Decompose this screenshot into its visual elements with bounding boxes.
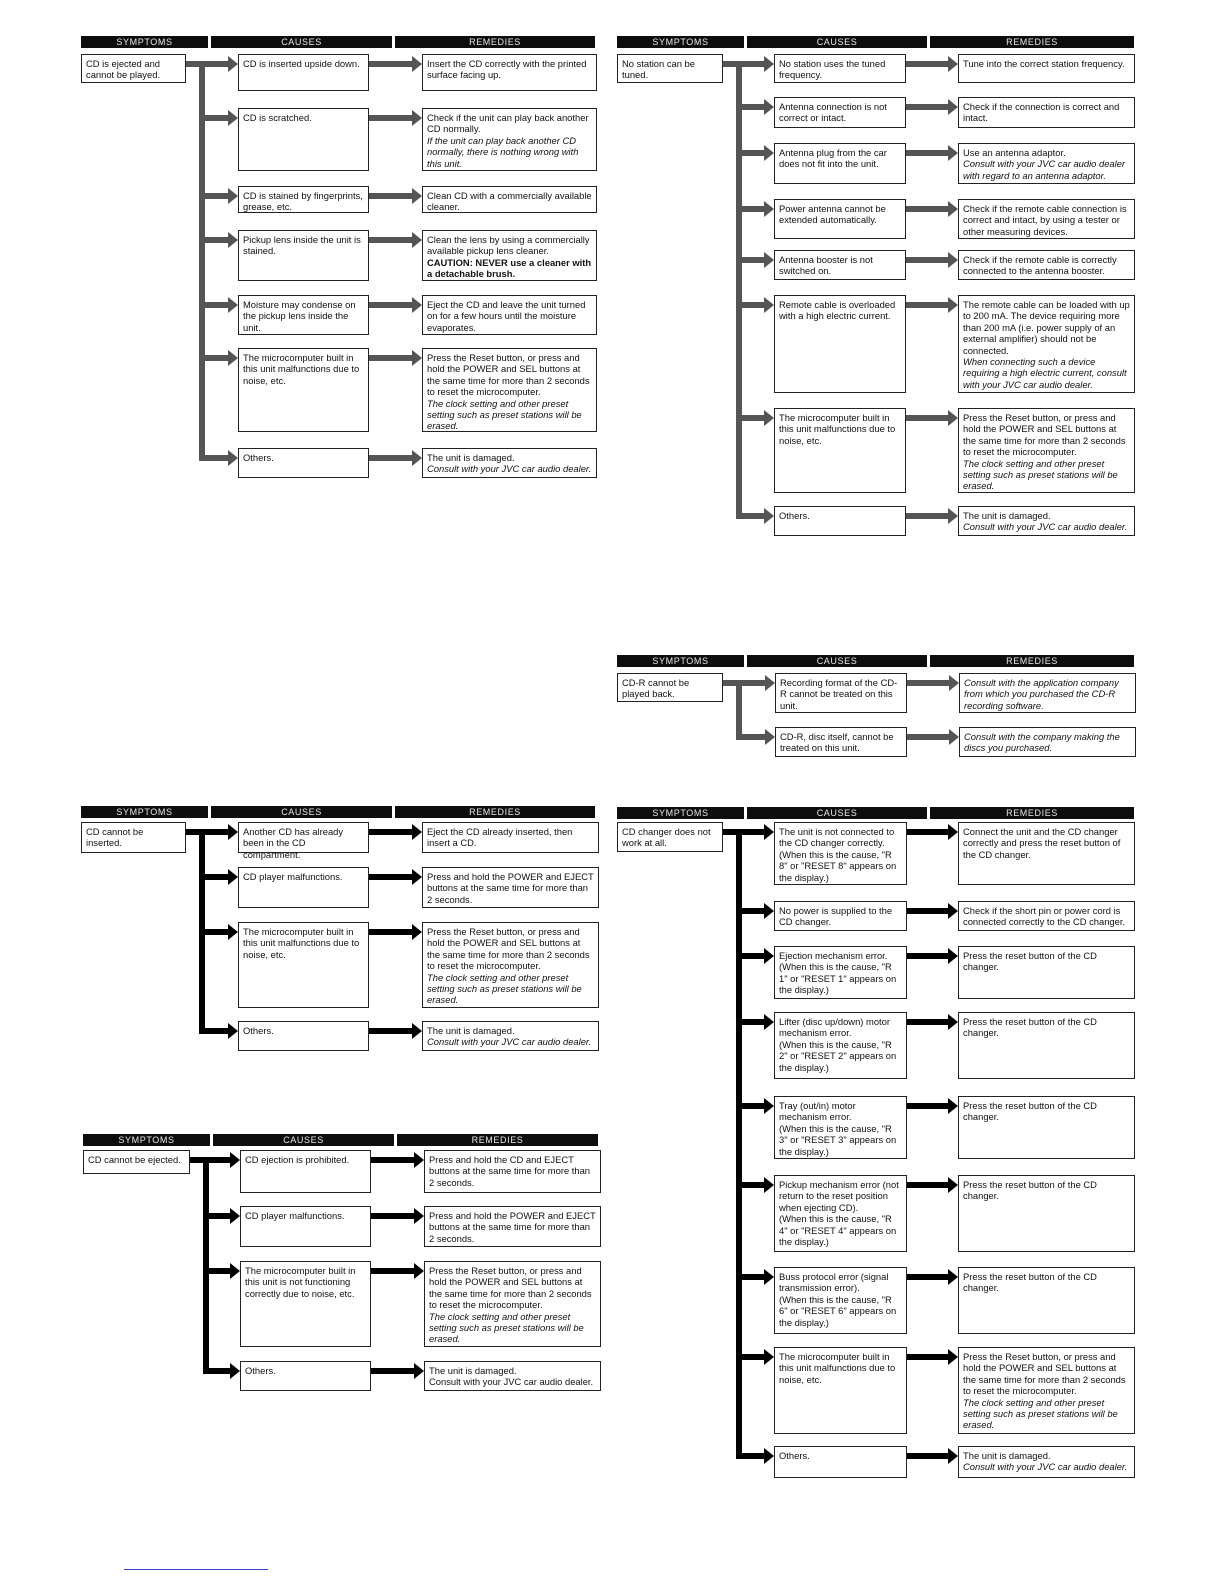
- table-6-arrow-to-cause-9-shaft: [739, 1453, 765, 1459]
- table-3-causes-header: CAUSES: [747, 655, 927, 667]
- table-4-cause-4: Others.: [238, 1021, 369, 1051]
- remedy-text-note: Consult with your JVC car audio dealer.: [963, 1461, 1128, 1473]
- table-6-arrow-to-cause-2-head: [764, 903, 774, 919]
- table-6-cause-3: Ejection mechanism error. (When this is the cause, "R 1" or "RESET 1" appears on the display.): [774, 946, 907, 999]
- remedy-text-main: Check if the connection is correct and intact.: [963, 101, 1120, 124]
- table-6-arrow-to-cause-2-shaft: [739, 908, 765, 914]
- table-6-arrow-to-remedy-6-head: [948, 1177, 958, 1193]
- table-6-remedy-9: [958, 1446, 1135, 1478]
- table-1-remedy-6: [422, 348, 597, 432]
- table-2-arrow-to-cause-3-head: [764, 145, 774, 161]
- table-3-trunk-line: [736, 680, 742, 740]
- table-1-arrow-to-cause-1-head: [228, 56, 238, 72]
- table-3-symptom-box: CD-R cannot be played back.: [617, 673, 723, 702]
- table-2-arrow-to-cause-2-shaft: [739, 104, 765, 110]
- table-1-arrow-to-remedy-3-shaft: [369, 193, 413, 199]
- table-2-arrow-to-remedy-2-head: [948, 99, 958, 115]
- table-3-cause-1: Recording format of the CD- R cannot be treated on this unit.: [775, 673, 907, 713]
- table-2-symptom-box: No station can be tuned.: [617, 54, 723, 83]
- remedy-text-main: Press the Reset button, or press and hold the POWER and SEL buttons at the same time for more than 2 seconds to reset the microcomputer.: [963, 1351, 1126, 1397]
- remedy-text-main: Press the reset button of the CD changer.: [963, 1179, 1097, 1202]
- remedy-text-main: The unit is damaged.: [963, 1450, 1051, 1461]
- table-2-arrow-to-remedy-1-head: [948, 56, 958, 72]
- table-6-arrow-to-remedy-9-head: [948, 1448, 958, 1464]
- table-2-causes-header: CAUSES: [747, 36, 927, 48]
- table-2-remedy-2: [958, 97, 1135, 128]
- table-5-symptom-box: CD cannot be ejected.: [83, 1150, 190, 1174]
- table-3-remedies-header: REMEDIES: [930, 655, 1134, 667]
- table-6-cause-1: The unit is not connected to the CD changer correctly. (When this is the cause, "R 8" or "RESET 8" appears on the display.): [774, 822, 907, 885]
- table-6-arrow-to-remedy-1-shaft: [907, 829, 949, 835]
- table-2-arrow-to-cause-8-shaft: [739, 513, 765, 519]
- table-5-arrow-to-remedy-2-head: [414, 1208, 424, 1224]
- table-6-cause-8: The microcomputer built in this unit malfunctions due to noise, etc.: [774, 1347, 907, 1434]
- table-6-symptom-box: CD changer does not work at all.: [617, 822, 723, 852]
- table-4-arrow-to-remedy-2-shaft: [369, 874, 413, 880]
- table-3-cause-2: CD-R, disc itself, cannot be treated on this unit.: [775, 727, 907, 757]
- table-2-arrow-to-remedy-7-head: [948, 410, 958, 426]
- table-1-arrow-to-remedy-3-head: [412, 188, 422, 204]
- remedy-text-note: The clock setting and other preset setting such as preset stations will be erased.: [429, 1310, 584, 1345]
- table-1-cause-4: Pickup lens inside the unit is stained.: [238, 230, 369, 281]
- table-1-remedy-5: [422, 295, 597, 335]
- remedy-text-main: Clean the lens by using a commercially available pickup lens cleaner.: [427, 234, 590, 257]
- table-6-arrow-to-remedy-8-head: [948, 1349, 958, 1365]
- table-1-arrow-to-remedy-7-head: [412, 450, 422, 466]
- table-6-trunk-line: [736, 829, 742, 1459]
- table-2-arrow-to-remedy-6-head: [948, 297, 958, 313]
- table-1-arrow-to-remedy-2-shaft: [369, 115, 413, 121]
- remedy-text-main: Tune into the correct station frequency.: [963, 58, 1125, 69]
- table-1-arrow-to-cause-3-shaft: [202, 193, 229, 199]
- table-5-arrow-to-cause-4-head: [230, 1363, 240, 1379]
- table-5-arrow-to-cause-3-shaft: [206, 1268, 231, 1274]
- table-2-arrow-to-cause-7-shaft: [739, 415, 765, 421]
- table-2-remedy-4: [958, 199, 1135, 239]
- table-5-remedy-2: [424, 1206, 601, 1247]
- table-3-remedy-2: [959, 727, 1136, 757]
- table-5-symptoms-header: SYMPTOMS: [83, 1134, 210, 1146]
- table-2-cause-4: Power antenna cannot be extended automatically.: [774, 199, 906, 239]
- table-6-cause-2: No power is supplied to the CD changer.: [774, 901, 907, 931]
- table-6-arrow-to-remedy-3-shaft: [907, 953, 949, 959]
- table-2-arrow-to-remedy-3-head: [948, 145, 958, 161]
- table-5-cause-3: The microcomputer built in this unit is not functioning correctly due to noise, etc.: [240, 1261, 371, 1347]
- remedy-text-main: Press the Reset button, or press and hold the POWER and SEL buttons at the same time for more than 2 seconds to reset the microcomputer.: [427, 926, 590, 972]
- table-5-remedy-4: [424, 1361, 601, 1391]
- remedy-text-main: Check if the remote cable connection is correct and intact, by using a tester or other measuring devices.: [963, 203, 1127, 237]
- table-3-symptoms-header: SYMPTOMS: [617, 655, 744, 667]
- table-6-remedy-3: [958, 946, 1135, 999]
- table-5-arrow-to-cause-1-shaft: [206, 1157, 231, 1163]
- remedy-text-main: Press the reset button of the CD changer.: [963, 1100, 1097, 1123]
- table-2-remedy-5: [958, 250, 1135, 280]
- table-3-arrow-to-remedy-1-shaft: [907, 680, 950, 686]
- table-4-arrow-to-cause-1-shaft: [202, 829, 229, 835]
- table-4-remedy-2: [422, 867, 599, 908]
- table-2-remedy-3: [958, 143, 1135, 184]
- table-6-cause-5: Tray (out/in) motor mechanism error. (When this is the cause, "R 3" or "RESET 3" appears on the display.): [774, 1096, 907, 1159]
- table-1-arrow-to-cause-2-head: [228, 110, 238, 126]
- remedy-text-main: The unit is damaged.: [427, 1025, 515, 1036]
- table-6-cause-6: Pickup mechanism error (not return to the reset position when ejecting CD). (When this is the cause, "R 4" or "RESET 4" appears on the display.): [774, 1175, 907, 1252]
- table-5-arrow-to-remedy-1-head: [414, 1152, 424, 1168]
- table-1-arrow-to-cause-6-shaft: [202, 355, 229, 361]
- table-3-arrow-to-remedy-2-shaft: [907, 734, 950, 740]
- table-5-arrow-to-remedy-1-shaft: [371, 1157, 415, 1163]
- table-3-remedy-1: [959, 673, 1136, 713]
- table-2-arrow-to-cause-5-head: [764, 252, 774, 268]
- table-6-arrow-to-cause-8-head: [764, 1349, 774, 1365]
- table-6-symptoms-header: SYMPTOMS: [617, 807, 744, 819]
- table-1-arrow-to-remedy-2-head: [412, 110, 422, 126]
- table-5-cause-2: CD player malfunctions.: [240, 1206, 371, 1247]
- table-2-arrow-to-remedy-3-shaft: [906, 150, 949, 156]
- remedy-text-main: Press the Reset button, or press and hold the POWER and SEL buttons at the same time for more than 2 seconds to reset the microcomputer.: [427, 352, 590, 398]
- remedy-text-note: Consult with your JVC car audio dealer.: [963, 521, 1128, 533]
- table-5-arrow-to-remedy-3-head: [414, 1263, 424, 1279]
- table-1-cause-7: Others.: [238, 448, 369, 478]
- table-3-arrow-to-cause-1-shaft: [739, 680, 766, 686]
- table-1-symptoms-header: SYMPTOMS: [81, 36, 208, 48]
- table-3-arrow-to-cause-2-shaft: [739, 734, 766, 740]
- table-2-cause-8: Others.: [774, 506, 906, 536]
- remedy-text-note: The clock setting and other preset setting such as preset stations will be erased.: [427, 971, 582, 1006]
- table-4-arrow-to-remedy-4-shaft: [369, 1028, 413, 1034]
- table-5-arrow-to-cause-2-shaft: [206, 1213, 231, 1219]
- table-5-arrow-to-remedy-2-shaft: [371, 1213, 415, 1219]
- table-4-arrow-to-remedy-1-head: [412, 824, 422, 840]
- table-2-remedy-6: [958, 295, 1135, 393]
- remedy-text-note: Consult with your JVC car audio dealer.: [427, 463, 592, 475]
- remedy-text-main: Press the Reset button, or press and hold the POWER and SEL buttons at the same time for more than 2 seconds to reset the microcomputer.: [963, 412, 1126, 458]
- table-4-symptom-box: CD cannot be inserted.: [81, 822, 186, 853]
- table-1-arrow-to-remedy-6-head: [412, 350, 422, 366]
- remedy-text-note: Consult with your JVC car audio dealer.: [427, 1036, 592, 1048]
- table-2-cause-1: No station uses the tuned frequency.: [774, 54, 906, 83]
- table-4-arrow-to-cause-3-head: [228, 924, 238, 940]
- table-6-causes-header: CAUSES: [747, 807, 927, 819]
- table-1-causes-header: CAUSES: [211, 36, 392, 48]
- table-5-arrow-to-cause-2-head: [230, 1208, 240, 1224]
- table-6-arrow-to-cause-4-head: [764, 1014, 774, 1030]
- remedy-text-main: Clean CD with a commercially available cleaner.: [427, 190, 592, 213]
- remedy-text-main: Eject the CD already inserted, then insert a CD.: [427, 826, 573, 849]
- table-6-arrow-to-remedy-6-shaft: [907, 1182, 949, 1188]
- table-2-arrow-to-cause-2-head: [764, 99, 774, 115]
- table-6-arrow-to-remedy-5-head: [948, 1098, 958, 1114]
- table-1-cause-3: CD is stained by fingerprints, grease, etc.: [238, 186, 369, 213]
- table-2-arrow-to-remedy-8-shaft: [906, 513, 949, 519]
- table-1-cause-1: CD is inserted upside down.: [238, 54, 369, 91]
- table-5-trunk-line: [203, 1157, 209, 1374]
- remedy-text-main: Press and hold the POWER and EJECT buttons at the same time for more than 2 seconds.: [427, 871, 594, 905]
- table-3-arrow-to-cause-1-head: [765, 675, 775, 691]
- table-1-arrow-to-cause-5-shaft: [202, 302, 229, 308]
- table-6-arrow-to-remedy-2-shaft: [907, 908, 949, 914]
- remedy-text-main: Eject the CD and leave the unit turned on for a few hours until the moisture evaporates.: [427, 299, 586, 333]
- table-2-arrow-to-remedy-1-shaft: [906, 61, 949, 67]
- table-6-remedy-6: [958, 1175, 1135, 1252]
- remedy-text-main: Press the reset button of the CD changer.: [963, 1016, 1097, 1039]
- table-1-remedies-header: REMEDIES: [395, 36, 595, 48]
- table-1-arrow-to-remedy-6-shaft: [369, 355, 413, 361]
- table-2-arrow-to-cause-6-head: [764, 297, 774, 313]
- table-4-remedy-1: [422, 822, 599, 853]
- table-2-arrow-to-cause-7-head: [764, 410, 774, 426]
- remedy-text-note: The clock setting and other preset setting such as preset stations will be erased.: [427, 397, 582, 432]
- table-2-arrow-to-cause-3-shaft: [739, 150, 765, 156]
- table-2-arrow-to-remedy-8-head: [948, 508, 958, 524]
- table-6-cause-9: Others.: [774, 1446, 907, 1478]
- table-1-arrow-to-cause-6-head: [228, 350, 238, 366]
- table-4-arrow-to-remedy-3-head: [412, 924, 422, 940]
- table-4-causes-header: CAUSES: [211, 806, 392, 818]
- table-4-remedy-4: [422, 1021, 599, 1051]
- remedy-text-main: Connect the unit and the CD changer correctly and press the reset button of the CD changer.: [963, 826, 1121, 860]
- table-1-arrow-to-cause-4-head: [228, 232, 238, 248]
- table-5-cause-4: Others.: [240, 1361, 371, 1391]
- footer-link-line: [124, 1569, 268, 1570]
- table-6-remedy-8: [958, 1347, 1135, 1434]
- table-1-arrow-to-remedy-4-shaft: [369, 237, 413, 243]
- remedy-text-main: Check if the short pin or power cord is connected correctly to the CD changer.: [963, 905, 1126, 928]
- table-4-remedy-3: [422, 922, 599, 1008]
- table-6-arrow-to-cause-3-head: [764, 948, 774, 964]
- table-6-arrow-to-remedy-9-shaft: [907, 1453, 949, 1459]
- table-6-remedy-2: [958, 901, 1135, 931]
- table-6-remedy-7: [958, 1267, 1135, 1334]
- table-1-arrow-to-cause-7-shaft: [202, 455, 229, 461]
- table-6-arrow-to-cause-3-shaft: [739, 953, 765, 959]
- table-1-arrow-to-cause-5-head: [228, 297, 238, 313]
- table-2-remedy-8: [958, 506, 1135, 536]
- table-1-cause-5: Moisture may condense on the pickup lens inside the unit.: [238, 295, 369, 335]
- table-2-arrow-to-remedy-4-head: [948, 201, 958, 217]
- table-1-remedy-1: [422, 54, 597, 91]
- table-6-arrow-to-cause-9-head: [764, 1448, 774, 1464]
- table-4-arrow-to-cause-2-shaft: [202, 874, 229, 880]
- table-1-symptom-box: CD is ejected and cannot be played.: [81, 54, 186, 83]
- table-6-arrow-to-remedy-2-head: [948, 903, 958, 919]
- table-6-arrow-to-remedy-5-shaft: [907, 1103, 949, 1109]
- remedy-text-note: Consult with your JVC car audio dealer with regard to an antenna adaptor.: [963, 158, 1126, 181]
- table-6-remedy-4: [958, 1012, 1135, 1079]
- remedy-text-main: The unit is damaged.: [427, 452, 515, 463]
- table-6-arrow-to-cause-7-head: [764, 1269, 774, 1285]
- table-1-arrow-to-remedy-5-shaft: [369, 302, 413, 308]
- table-6-arrow-to-remedy-7-head: [948, 1269, 958, 1285]
- table-2-remedy-7: [958, 408, 1135, 493]
- table-6-arrow-to-remedy-4-head: [948, 1014, 958, 1030]
- table-1-arrow-to-remedy-1-shaft: [369, 61, 413, 67]
- table-6-arrow-to-remedy-7-shaft: [907, 1274, 949, 1280]
- table-5-arrow-to-remedy-4-shaft: [371, 1368, 415, 1374]
- table-2-remedy-1: [958, 54, 1135, 83]
- remedy-text-note: The clock setting and other preset setting such as preset stations will be erased.: [963, 1396, 1118, 1431]
- remedy-text-main: The unit is damaged.: [963, 510, 1051, 521]
- table-5-arrow-to-cause-4-shaft: [206, 1368, 231, 1374]
- table-4-arrow-to-cause-1-head: [228, 824, 238, 840]
- remedy-text-main: Check if the unit can play back another CD normally.: [427, 112, 589, 135]
- remedy-text-main: Check if the remote cable is correctly connected to the antenna booster.: [963, 254, 1117, 277]
- remedy-text-caution: CAUTION: NEVER use a cleaner with a detachable brush.: [427, 256, 592, 280]
- table-6-arrow-to-cause-6-head: [764, 1177, 774, 1193]
- table-6-cause-4: Lifter (disc up/down) motor mechanism error. (When this is the cause, "R 2" or "RESET 2" appears on the display.): [774, 1012, 907, 1079]
- table-4-symptoms-header: SYMPTOMS: [81, 806, 208, 818]
- table-4-remedies-header: REMEDIES: [395, 806, 595, 818]
- table-2-arrow-to-remedy-2-shaft: [906, 104, 949, 110]
- table-1-arrow-to-cause-4-shaft: [202, 237, 229, 243]
- remedy-text-main: Insert the CD correctly with the printed surface facing up.: [427, 58, 587, 81]
- table-2-cause-3: Antenna plug from the car does not fit into the unit.: [774, 143, 906, 184]
- table-1-remedy-3: [422, 186, 597, 213]
- remedy-text-note: Consult with the company making the discs you purchased.: [964, 731, 1120, 754]
- table-2-arrow-to-remedy-4-shaft: [906, 206, 949, 212]
- table-2-arrow-to-cause-1-head: [764, 56, 774, 72]
- table-6-remedy-5: [958, 1096, 1135, 1159]
- table-1-arrow-to-cause-3-head: [228, 188, 238, 204]
- table-4-arrow-to-cause-2-head: [228, 869, 238, 885]
- table-1-arrow-to-remedy-7-shaft: [369, 455, 413, 461]
- table-6-arrow-to-cause-5-head: [764, 1098, 774, 1114]
- table-1-remedy-4: [422, 230, 597, 281]
- table-1-arrow-to-remedy-4-head: [412, 232, 422, 248]
- table-5-remedies-header: REMEDIES: [397, 1134, 598, 1146]
- remedy-text-main: The unit is damaged. Consult with your JVC car audio dealer.: [429, 1365, 594, 1388]
- table-3-arrow-to-remedy-2-head: [949, 729, 959, 745]
- table-1-cause-6: The microcomputer built in this unit malfunctions due to noise, etc.: [238, 348, 369, 432]
- table-6-remedy-1: [958, 822, 1135, 885]
- table-2-arrow-to-remedy-7-shaft: [906, 415, 949, 421]
- table-2-arrow-to-cause-4-head: [764, 201, 774, 217]
- table-6-remedies-header: REMEDIES: [930, 807, 1134, 819]
- table-5-arrow-to-cause-1-head: [230, 1152, 240, 1168]
- table-5-arrow-to-cause-3-head: [230, 1263, 240, 1279]
- remedy-text-main: Press the reset button of the CD changer.: [963, 950, 1097, 973]
- table-6-arrow-to-cause-5-shaft: [739, 1103, 765, 1109]
- table-6-arrow-to-cause-4-shaft: [739, 1019, 765, 1025]
- table-2-arrow-to-remedy-5-shaft: [906, 257, 949, 263]
- table-6-arrow-to-cause-8-shaft: [739, 1354, 765, 1360]
- table-3-arrow-to-cause-2-head: [765, 729, 775, 745]
- table-2-arrow-to-cause-1-shaft: [739, 61, 765, 67]
- remedy-text-main: The remote cable can be loaded with up to 200 mA. The device requiring more than 200 mA (i.e. power supply of an external amplifier) should not be connected.: [963, 299, 1130, 356]
- table-2-arrow-to-cause-8-head: [764, 508, 774, 524]
- table-1-arrow-to-remedy-1-head: [412, 56, 422, 72]
- table-2-cause-5: Antenna booster is not switched on.: [774, 250, 906, 280]
- table-5-remedy-1: [424, 1150, 601, 1193]
- remedy-text-main: Press the reset button of the CD changer.: [963, 1271, 1097, 1294]
- remedy-text-main: Press and hold the POWER and EJECT buttons at the same time for more than 2 seconds.: [429, 1210, 596, 1244]
- table-2-cause-2: Antenna connection is not correct or intact.: [774, 97, 906, 128]
- table-3-arrow-to-remedy-1-head: [949, 675, 959, 691]
- table-2-trunk-line: [736, 61, 742, 519]
- table-1-cause-2: CD is scratched.: [238, 108, 369, 171]
- table-1-arrow-to-cause-2-shaft: [202, 115, 229, 121]
- table-1-remedy-2: [422, 108, 597, 171]
- table-5-arrow-to-remedy-4-head: [414, 1363, 424, 1379]
- table-4-cause-1: Another CD has already been in the CD compartment.: [238, 822, 369, 853]
- table-6-arrow-to-cause-6-shaft: [739, 1182, 765, 1188]
- table-4-arrow-to-remedy-4-head: [412, 1023, 422, 1039]
- table-6-arrow-to-cause-1-shaft: [739, 829, 765, 835]
- table-4-arrow-to-cause-4-head: [228, 1023, 238, 1039]
- table-1-arrow-to-cause-7-head: [228, 450, 238, 466]
- table-6-cause-7: Buss protocol error (signal transmission error). (When this is the cause, "R 6" or "RESET 6" appears on the display.): [774, 1267, 907, 1334]
- table-2-remedies-header: REMEDIES: [930, 36, 1134, 48]
- table-4-arrow-to-remedy-3-shaft: [369, 929, 413, 935]
- table-4-arrow-to-cause-4-shaft: [202, 1028, 229, 1034]
- table-4-cause-2: CD player malfunctions.: [238, 867, 369, 908]
- table-2-arrow-to-remedy-6-shaft: [906, 302, 949, 308]
- table-2-symptoms-header: SYMPTOMS: [617, 36, 744, 48]
- table-1-arrow-to-cause-1-shaft: [202, 61, 229, 67]
- remedy-text-main: Press and hold the CD and EJECT buttons at the same time for more than 2 seconds.: [429, 1154, 591, 1188]
- table-2-arrow-to-remedy-5-head: [948, 252, 958, 268]
- table-1-arrow-to-remedy-5-head: [412, 297, 422, 313]
- remedy-text-note: Consult with the application company from which you purchased the CD-R recording software.: [964, 677, 1119, 711]
- table-5-arrow-to-remedy-3-shaft: [371, 1268, 415, 1274]
- table-6-arrow-to-cause-7-shaft: [739, 1274, 765, 1280]
- remedy-text-note: If the unit can play back another CD normally, there is nothing wrong with this unit.: [427, 134, 579, 169]
- table-5-cause-1: CD ejection is prohibited.: [240, 1150, 371, 1193]
- table-6-arrow-to-cause-1-head: [764, 824, 774, 840]
- table-1-remedy-7: [422, 448, 597, 478]
- table-2-arrow-to-cause-5-shaft: [739, 257, 765, 263]
- table-5-remedy-3: [424, 1261, 601, 1347]
- table-6-arrow-to-remedy-3-head: [948, 948, 958, 964]
- table-5-causes-header: CAUSES: [213, 1134, 394, 1146]
- remedy-text-main: Press the Reset button, or press and hold the POWER and SEL buttons at the same time for more than 2 seconds to reset the microcomputer.: [429, 1265, 592, 1311]
- table-6-arrow-to-remedy-1-head: [948, 824, 958, 840]
- table-2-cause-7: The microcomputer built in this unit malfunctions due to noise, etc.: [774, 408, 906, 493]
- table-2-cause-6: Remote cable is overloaded with a high electric current.: [774, 295, 906, 393]
- remedy-text-main: Use an antenna adaptor.: [963, 147, 1066, 158]
- remedy-text-note: The clock setting and other preset setting such as preset stations will be erased.: [963, 457, 1118, 492]
- table-6-arrow-to-remedy-4-shaft: [907, 1019, 949, 1025]
- table-6-arrow-to-remedy-8-shaft: [907, 1354, 949, 1360]
- remedy-text-note: When connecting such a device requiring a high electric current, consult with your JVC car audio dealer.: [963, 356, 1127, 390]
- table-2-arrow-to-cause-4-shaft: [739, 206, 765, 212]
- table-4-cause-3: The microcomputer built in this unit malfunctions due to noise, etc.: [238, 922, 369, 1008]
- table-4-arrow-to-remedy-1-shaft: [369, 829, 413, 835]
- table-4-arrow-to-cause-3-shaft: [202, 929, 229, 935]
- table-2-arrow-to-cause-6-shaft: [739, 302, 765, 308]
- table-4-arrow-to-remedy-2-head: [412, 869, 422, 885]
